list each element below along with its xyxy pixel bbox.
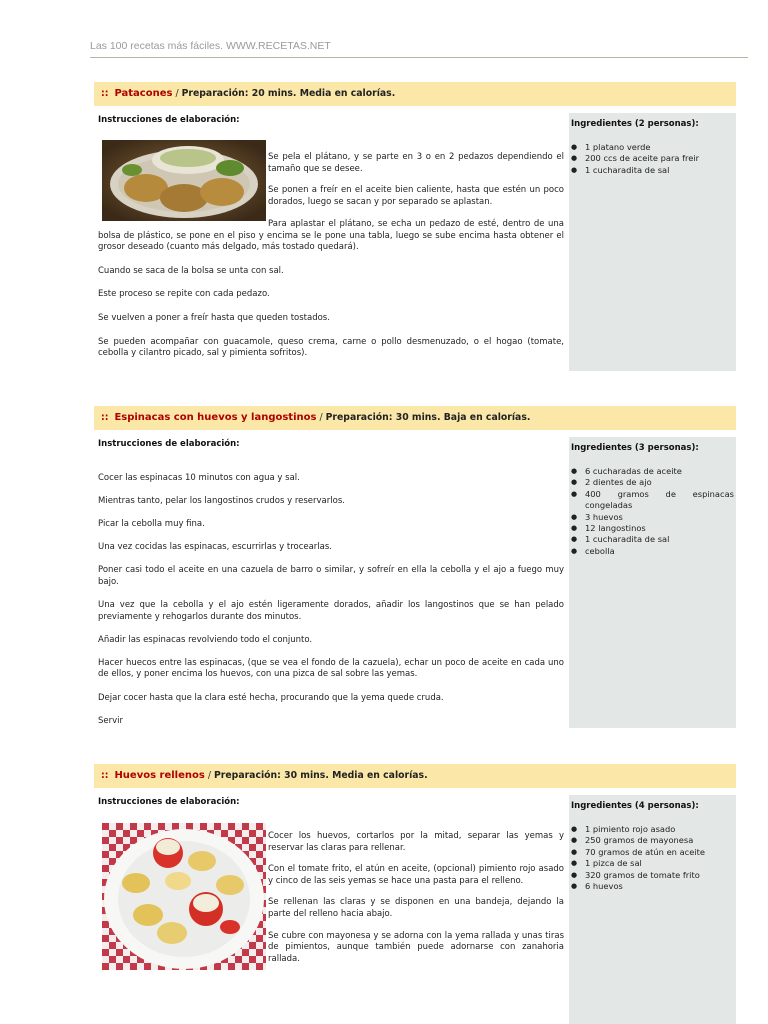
steps-list [268, 831, 564, 965]
step-text: Para aplastar el plátano, se echa un pedazo de esté, dentro de una bolsa de plástico, se pone en el piso y encima se le pone una tabla, luego se sube encima hasta obtener el grosor deseado (cuanto más delgado, más tostado quedará). [98, 219, 564, 253]
ingredients-label: Ingredientes (2 personas): [571, 119, 699, 129]
steps-intro [268, 152, 564, 208]
ingredient-item: ● 1 cucharadita de sal [571, 165, 734, 176]
ingredients-panel [569, 437, 736, 728]
recipe-name[interactable]: Patacones [114, 88, 173, 99]
title-bullet: :: [101, 412, 109, 423]
title-bullet: :: [101, 770, 109, 781]
title-slash: / [207, 770, 211, 781]
ingredient-item: ● cebolla [571, 546, 734, 557]
instructions-label: Instrucciones de elaboración: [98, 797, 240, 807]
ingredient-item: ● 250 gramos de mayonesa [571, 835, 734, 846]
patacones-photo [102, 140, 266, 221]
step-text: Se pueden acompañar con guacamole, queso crema, carne o pollo desmenuzado, o el hogao (tomate, cebolla y cilantro picado, sal y pimienta sofritos). [98, 336, 564, 359]
step-text: Una vez cocidas las espinacas, escurrirlas y trocearlas. [98, 542, 333, 553]
step-text: Cuando se saca de la bolsa se unta con sal. [98, 265, 284, 276]
ingredient-item: ● 200 ccs de aceite para freir [571, 153, 734, 164]
ingredient-item: ● 320 gramos de tomate frito [571, 870, 734, 881]
recipe-name[interactable]: Espinacas con huevos y langostinos [114, 412, 317, 423]
title-slash: / [175, 88, 179, 99]
step-text: Hacer huecos entre las espinacas, (que se vea el fondo de la cazuela), echar un poco de aceite en cada uno de ellos, y poner encima los huevos, con una pizca de sal sobre las yemas. [98, 657, 564, 680]
recipe-title-bar [94, 764, 736, 788]
step-text: Se ponen a freír en el aceite bien caliente, hasta que estén un poco dorados, luego se sacan y por separado se aplastan. [268, 185, 564, 207]
recipe-meta: Preparación: 30 mins. Media en calorías. [213, 770, 428, 781]
ingredients-label: Ingredientes (3 personas): [571, 443, 699, 453]
ingredient-item: ● 1 cucharadita de sal [571, 534, 734, 545]
ingredients-list [569, 466, 736, 557]
ingredient-item: ● 1 pizca de sal [571, 858, 734, 869]
recipe-title-bar [94, 406, 736, 430]
ingredient-item: ● 400 gramos de espinacas congeladas [571, 489, 734, 512]
step-text: Servir [98, 715, 124, 726]
recipe-name[interactable]: Huevos rellenos [114, 770, 205, 781]
step-text: Picar la cebolla muy fina. [98, 519, 205, 530]
step-text: Una vez que la cebolla y el ajo estén ligeramente dorados, añadir los langostinos que se han pelado previamente y rehogarlos durante dos minutos. [98, 600, 564, 622]
ingredients-list [569, 824, 736, 892]
ingredients-panel [569, 113, 736, 371]
instructions-label: Instrucciones de elaboración: [98, 115, 240, 125]
ingredient-item: ● 1 platano verde [571, 142, 734, 153]
step-text: Poner casi todo el aceite en una cazuela de barro o similar, y sofreír en ella la cebolla y el ajo a fuego muy bajo. [98, 565, 564, 587]
ingredient-item: ● 70 gramos de atún en aceite [571, 847, 734, 858]
step-text: Se cubre con mayonesa y se adorna con la yema rallada y unas tiras de pimientos, aunque también puede adornarse con zanahoria rallada. [268, 930, 564, 964]
page-header: Las 100 recetas más fáciles. WWW.RECETAS.NET [90, 40, 331, 52]
ingredients-list [569, 142, 736, 176]
recipe-meta: Preparación: 30 mins. Baja en calorías. [325, 412, 531, 423]
step-text: Añadir las espinacas revolviendo todo el conjunto. [98, 634, 313, 645]
instructions-label: Instrucciones de elaboración: [98, 439, 240, 449]
huevos-rellenos-photo [102, 823, 266, 970]
ingredient-item: ● 6 huevos [571, 881, 734, 892]
steps-list [98, 473, 564, 727]
steps-list [98, 219, 564, 360]
ingredient-item: ● 1 pimiento rojo asado [571, 824, 734, 835]
recipe-title-bar [94, 82, 736, 106]
step-text: Dejar cocer hasta que la clara esté hecha, procurando que la yema quede cruda. [98, 692, 444, 703]
ingredient-item: ● 3 huevos [571, 512, 734, 523]
title-bullet: :: [101, 88, 109, 99]
header-divider [90, 57, 748, 58]
step-text: Cocer los huevos, cortarlos por la mitad, separar las yemas y reservar las claras para rellenar. [268, 831, 564, 853]
ingredient-item: ● 2 dientes de ajo [571, 477, 734, 488]
step-text: Cocer las espinacas 10 minutos con agua y sal. [98, 473, 300, 483]
ingredient-item: ● 12 langostinos [571, 523, 734, 534]
ingredient-item: ● 6 cucharadas de aceite [571, 466, 734, 477]
step-text: Mientras tanto, pelar los langostinos crudos y reservarlos. [98, 496, 345, 507]
title-slash: / [319, 412, 323, 423]
step-text: Este proceso se repite con cada pedazo. [98, 289, 270, 300]
step-text: Con el tomate frito, el atún en aceite, (opcional) pimiento rojo asado y cinco de las seis yemas se hace una pasta para el relleno. [268, 864, 564, 886]
ingredients-label: Ingredientes (4 personas): [571, 801, 699, 811]
ingredients-panel [569, 795, 736, 1024]
step-text: Se rellenan las claras y se disponen en una bandeja, dejando la parte del relleno hacia abajo. [268, 897, 564, 919]
step-text: Se vuelven a poner a freír hasta que queden tostados. [98, 312, 330, 323]
recipe-meta: Preparación: 20 mins. Media en calorías. [181, 88, 396, 99]
step-text: Se pela el plátano, y se parte en 3 o en 2 pedazos dependiendo el tamaño que se desee. [268, 152, 564, 174]
